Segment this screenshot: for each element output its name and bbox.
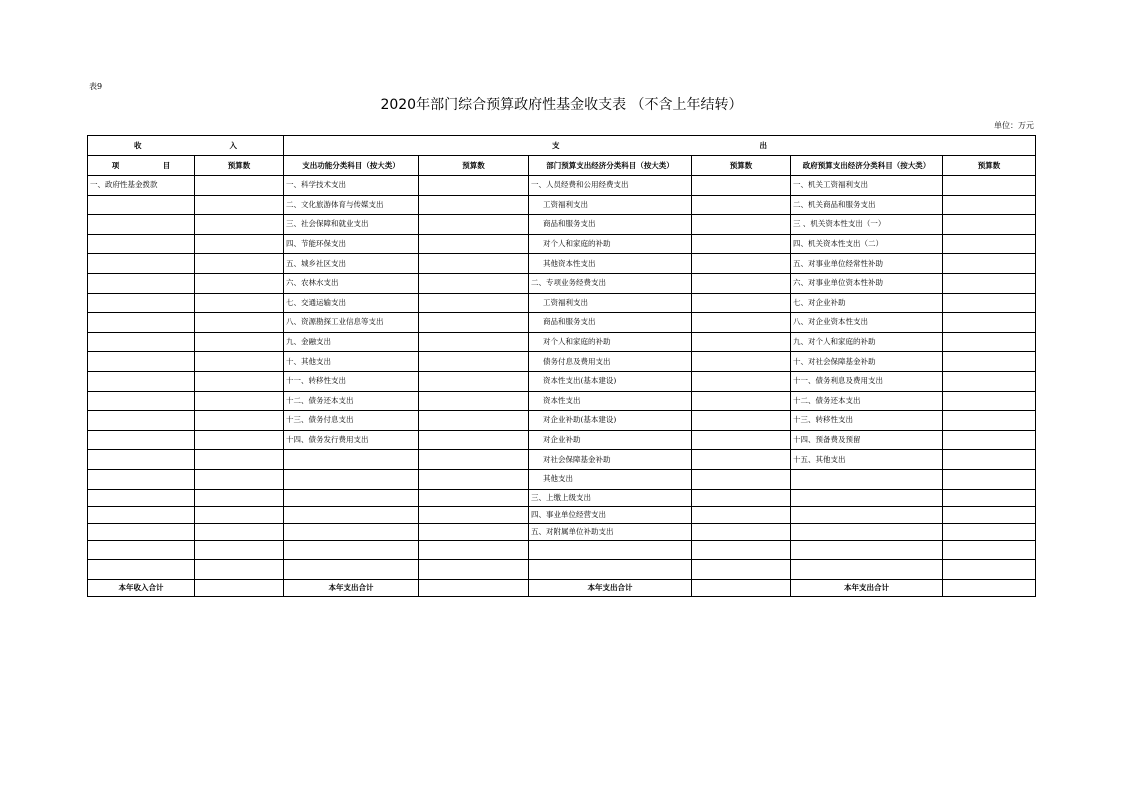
gov-econ-item-cell: 七、对企业补助 bbox=[791, 293, 943, 313]
gov-budget-cell bbox=[943, 215, 1036, 235]
func-budget-cell bbox=[419, 540, 529, 560]
dept-econ-item-cell: 资本性支出 bbox=[529, 391, 692, 411]
table-row bbox=[88, 293, 1036, 313]
dept-budget-cell bbox=[692, 195, 791, 215]
table-row bbox=[88, 313, 1036, 333]
gov-econ-item-cell bbox=[791, 523, 943, 540]
col-header-gov-budget: 预算数 bbox=[943, 156, 1036, 176]
func-item-cell: 九、金融支出 bbox=[284, 332, 419, 352]
income-item-cell bbox=[88, 506, 195, 523]
func-budget-cell bbox=[419, 234, 529, 254]
income-item-cell bbox=[88, 195, 195, 215]
table-row bbox=[88, 352, 1036, 372]
dept-budget-cell bbox=[692, 293, 791, 313]
gov-econ-item-cell: 一、机关工资福利支出 bbox=[791, 176, 943, 196]
func-budget-cell bbox=[419, 176, 529, 196]
gov-total-value bbox=[943, 579, 1036, 596]
table-row bbox=[88, 469, 1036, 489]
func-budget-cell bbox=[419, 430, 529, 450]
income-header-right: 入 bbox=[229, 140, 237, 150]
gov-econ-item-cell: 八、对企业资本性支出 bbox=[791, 313, 943, 333]
col-header-item bbox=[88, 156, 195, 176]
dept-econ-item-cell: 对个人和家庭的补助 bbox=[529, 332, 692, 352]
dept-total-label: 本年支出合计 bbox=[529, 579, 692, 596]
dept-budget-cell bbox=[692, 176, 791, 196]
income-item-cell bbox=[88, 313, 195, 333]
func-item-cell: 四、节能环保支出 bbox=[284, 234, 419, 254]
dept-econ-item-cell: 对企业补助 bbox=[529, 430, 692, 450]
gov-budget-cell bbox=[943, 430, 1036, 450]
dept-econ-item-cell: 资本性支出(基本建设) bbox=[529, 371, 692, 391]
col-header-func: 支出功能分类科目（按大类） bbox=[284, 156, 419, 176]
gov-budget-cell bbox=[943, 371, 1036, 391]
dept-budget-cell bbox=[692, 371, 791, 391]
func-budget-cell bbox=[419, 450, 529, 470]
income-budget-cell bbox=[195, 195, 284, 215]
dept-econ-item-cell: 工资福利支出 bbox=[529, 293, 692, 313]
func-item-cell bbox=[284, 489, 419, 506]
income-budget-cell bbox=[195, 411, 284, 431]
income-budget-cell bbox=[195, 540, 284, 560]
func-item-cell: 十一、转移性支出 bbox=[284, 371, 419, 391]
income-budget-cell bbox=[195, 371, 284, 391]
func-item-cell: 十、其他支出 bbox=[284, 352, 419, 372]
func-item-cell: 八、资源勘探工业信息等支出 bbox=[284, 313, 419, 333]
dept-econ-item-cell: 商品和服务支出 bbox=[529, 215, 692, 235]
page-title: 2020年部门综合预算政府性基金收支表 （不含上年结转） bbox=[380, 97, 743, 113]
income-budget-cell bbox=[195, 176, 284, 196]
gov-budget-cell bbox=[943, 411, 1036, 431]
table-row bbox=[88, 411, 1036, 431]
dept-econ-item-cell: 其他支出 bbox=[529, 469, 692, 489]
income-budget-cell bbox=[195, 450, 284, 470]
col-header-gov-econ: 政府预算支出经济分类科目（按大类） bbox=[791, 156, 943, 176]
income-item-cell bbox=[88, 489, 195, 506]
gov-budget-cell bbox=[943, 234, 1036, 254]
gov-budget-cell bbox=[943, 391, 1036, 411]
table-row bbox=[88, 391, 1036, 411]
income-budget-cell bbox=[195, 523, 284, 540]
gov-budget-cell bbox=[943, 293, 1036, 313]
dept-budget-cell bbox=[692, 391, 791, 411]
income-budget-cell bbox=[195, 430, 284, 450]
gov-budget-cell bbox=[943, 560, 1036, 580]
expense-header-left: 支 bbox=[552, 140, 560, 150]
income-budget-cell bbox=[195, 332, 284, 352]
func-total-label: 本年支出合计 bbox=[284, 579, 419, 596]
table-row bbox=[88, 540, 1036, 560]
income-item-cell bbox=[88, 540, 195, 560]
gov-budget-cell bbox=[943, 195, 1036, 215]
dept-econ-item-cell: 商品和服务支出 bbox=[529, 313, 692, 333]
func-budget-cell bbox=[419, 523, 529, 540]
gov-budget-cell bbox=[943, 506, 1036, 523]
dept-budget-cell bbox=[692, 560, 791, 580]
income-item-cell bbox=[88, 371, 195, 391]
gov-econ-item-cell: 十一、债务利息及费用支出 bbox=[791, 371, 943, 391]
func-item-cell: 十四、债务发行费用支出 bbox=[284, 430, 419, 450]
func-item-cell bbox=[284, 523, 419, 540]
col-header-dept-budget: 预算数 bbox=[692, 156, 791, 176]
func-budget-cell bbox=[419, 489, 529, 506]
income-budget-cell bbox=[195, 273, 284, 293]
func-item-cell: 二、文化旅游体育与传媒支出 bbox=[284, 195, 419, 215]
dept-econ-item-cell: 对社会保障基金补助 bbox=[529, 450, 692, 470]
income-budget-cell bbox=[195, 352, 284, 372]
func-budget-cell bbox=[419, 371, 529, 391]
income-total-value bbox=[195, 579, 284, 596]
income-item-cell bbox=[88, 391, 195, 411]
gov-econ-item-cell: 十三、转移性支出 bbox=[791, 411, 943, 431]
income-item-cell bbox=[88, 234, 195, 254]
table-row bbox=[88, 332, 1036, 352]
table-row bbox=[88, 489, 1036, 506]
col-header-income-budget: 预算数 bbox=[195, 156, 284, 176]
dept-budget-cell bbox=[692, 469, 791, 489]
income-item-cell: 一、政府性基金拨款 bbox=[88, 176, 195, 196]
expense-header-right: 出 bbox=[759, 140, 768, 150]
table-row bbox=[88, 560, 1036, 580]
income-budget-cell bbox=[195, 391, 284, 411]
gov-econ-item-cell: 二、机关商品和服务支出 bbox=[791, 195, 943, 215]
gov-budget-cell bbox=[943, 273, 1036, 293]
func-item-cell: 一、科学技术支出 bbox=[284, 176, 419, 196]
gov-econ-item-cell bbox=[791, 540, 943, 560]
func-item-cell bbox=[284, 506, 419, 523]
dept-budget-cell bbox=[692, 506, 791, 523]
income-item-cell bbox=[88, 293, 195, 313]
gov-econ-item-cell: 十四、预备费及预留 bbox=[791, 430, 943, 450]
func-item-cell: 六、农林水支出 bbox=[284, 273, 419, 293]
dept-econ-item-cell bbox=[529, 540, 692, 560]
income-item-cell bbox=[88, 430, 195, 450]
gov-budget-cell bbox=[943, 313, 1036, 333]
gov-budget-cell bbox=[943, 332, 1036, 352]
expense-section-header bbox=[284, 136, 1036, 156]
gov-budget-cell bbox=[943, 254, 1036, 274]
table-row bbox=[88, 254, 1036, 274]
dept-total-value bbox=[692, 579, 791, 596]
gov-econ-item-cell: 十二、债务还本支出 bbox=[791, 391, 943, 411]
table-row bbox=[88, 371, 1036, 391]
gov-budget-cell bbox=[943, 469, 1036, 489]
dept-econ-item-cell: 四、事业单位经营支出 bbox=[529, 506, 692, 523]
income-budget-cell bbox=[195, 215, 284, 235]
dept-budget-cell bbox=[692, 254, 791, 274]
dept-econ-item-cell: 对企业补助(基本建设) bbox=[529, 411, 692, 431]
income-item-cell bbox=[88, 450, 195, 470]
dept-budget-cell bbox=[692, 411, 791, 431]
func-budget-cell bbox=[419, 469, 529, 489]
dept-econ-item-cell: 二、专项业务经费支出 bbox=[529, 273, 692, 293]
table-row bbox=[88, 450, 1036, 470]
func-budget-cell bbox=[419, 560, 529, 580]
dept-budget-cell bbox=[692, 523, 791, 540]
dept-econ-item-cell: 工资福利支出 bbox=[529, 195, 692, 215]
col-header-dept-econ: 部门预算支出经济分类科目（按大类） bbox=[529, 156, 692, 176]
gov-budget-cell bbox=[943, 540, 1036, 560]
func-item-cell: 三、社会保障和就业支出 bbox=[284, 215, 419, 235]
gov-econ-item-cell: 十、对社会保障基金补助 bbox=[791, 352, 943, 372]
dept-budget-cell bbox=[692, 540, 791, 560]
dept-budget-cell bbox=[692, 273, 791, 293]
dept-econ-item-cell bbox=[529, 560, 692, 580]
income-budget-cell bbox=[195, 469, 284, 489]
func-item-cell: 十三、债务付息支出 bbox=[284, 411, 419, 431]
func-budget-cell bbox=[419, 195, 529, 215]
func-budget-cell bbox=[419, 293, 529, 313]
func-budget-cell bbox=[419, 506, 529, 523]
func-item-cell: 五、城乡社区支出 bbox=[284, 254, 419, 274]
func-budget-cell bbox=[419, 313, 529, 333]
dept-budget-cell bbox=[692, 489, 791, 506]
income-budget-cell bbox=[195, 254, 284, 274]
section-header-row bbox=[88, 136, 1036, 156]
gov-total-label: 本年支出合计 bbox=[791, 579, 943, 596]
gov-econ-item-cell bbox=[791, 489, 943, 506]
dept-budget-cell bbox=[692, 313, 791, 333]
col-item-right: 目 bbox=[162, 160, 171, 170]
table-row bbox=[88, 430, 1036, 450]
func-budget-cell bbox=[419, 411, 529, 431]
income-budget-cell bbox=[195, 489, 284, 506]
unit-label: 单位：万元 bbox=[994, 121, 1034, 130]
col-item-left: 项 bbox=[111, 160, 120, 170]
table-row bbox=[88, 506, 1036, 523]
gov-budget-cell bbox=[943, 352, 1036, 372]
budget-table bbox=[87, 135, 1036, 597]
dept-budget-cell bbox=[692, 215, 791, 235]
func-budget-cell bbox=[419, 254, 529, 274]
gov-econ-item-cell: 六、对事业单位资本性补助 bbox=[791, 273, 943, 293]
income-budget-cell bbox=[195, 293, 284, 313]
income-item-cell bbox=[88, 411, 195, 431]
col-header-func-budget: 预算数 bbox=[419, 156, 529, 176]
income-item-cell bbox=[88, 254, 195, 274]
dept-econ-item-cell: 对个人和家庭的补助 bbox=[529, 234, 692, 254]
dept-budget-cell bbox=[692, 332, 791, 352]
dept-econ-item-cell: 三、上缴上级支出 bbox=[529, 489, 692, 506]
func-item-cell bbox=[284, 450, 419, 470]
income-item-cell bbox=[88, 273, 195, 293]
func-item-cell: 七、交通运输支出 bbox=[284, 293, 419, 313]
func-budget-cell bbox=[419, 215, 529, 235]
func-item-cell bbox=[284, 469, 419, 489]
income-item-cell bbox=[88, 523, 195, 540]
gov-econ-item-cell: 十五、其他支出 bbox=[791, 450, 943, 470]
gov-budget-cell bbox=[943, 176, 1036, 196]
gov-econ-item-cell bbox=[791, 469, 943, 489]
func-total-value bbox=[419, 579, 529, 596]
gov-budget-cell bbox=[943, 523, 1036, 540]
gov-econ-item-cell: 四、机关资本性支出（二） bbox=[791, 234, 943, 254]
gov-econ-item-cell: 三 、机关资本性支出（一） bbox=[791, 215, 943, 235]
table-row bbox=[88, 215, 1036, 235]
gov-econ-item-cell: 五、对事业单位经常性补助 bbox=[791, 254, 943, 274]
gov-econ-item-cell: 九、对个人和家庭的补助 bbox=[791, 332, 943, 352]
income-item-cell bbox=[88, 332, 195, 352]
table-number-label: 表9 bbox=[89, 82, 103, 91]
func-item-cell bbox=[284, 560, 419, 580]
dept-econ-item-cell: 一、人员经费和公用经费支出 bbox=[529, 176, 692, 196]
income-budget-cell bbox=[195, 313, 284, 333]
func-budget-cell bbox=[419, 391, 529, 411]
dept-econ-item-cell: 其他资本性支出 bbox=[529, 254, 692, 274]
income-section-header bbox=[88, 136, 284, 156]
table-row bbox=[88, 234, 1036, 254]
gov-budget-cell bbox=[943, 489, 1036, 506]
income-header-left: 收 bbox=[134, 140, 142, 150]
dept-budget-cell bbox=[692, 234, 791, 254]
income-budget-cell bbox=[195, 506, 284, 523]
table-row bbox=[88, 195, 1036, 215]
gov-budget-cell bbox=[943, 450, 1036, 470]
gov-econ-item-cell bbox=[791, 560, 943, 580]
totals-row bbox=[88, 579, 1036, 596]
func-budget-cell bbox=[419, 352, 529, 372]
income-total-label: 本年收入合计 bbox=[88, 579, 195, 596]
gov-econ-item-cell bbox=[791, 506, 943, 523]
income-budget-cell bbox=[195, 234, 284, 254]
income-item-cell bbox=[88, 560, 195, 580]
dept-econ-item-cell: 五、对附属单位补助支出 bbox=[529, 523, 692, 540]
income-budget-cell bbox=[195, 560, 284, 580]
dept-budget-cell bbox=[692, 352, 791, 372]
income-item-cell bbox=[88, 352, 195, 372]
income-item-cell bbox=[88, 469, 195, 489]
column-header-row bbox=[88, 156, 1036, 176]
func-item-cell: 十二、债务还本支出 bbox=[284, 391, 419, 411]
table-row bbox=[88, 523, 1036, 540]
table-row bbox=[88, 273, 1036, 293]
func-budget-cell bbox=[419, 273, 529, 293]
func-item-cell bbox=[284, 540, 419, 560]
func-budget-cell bbox=[419, 332, 529, 352]
income-item-cell bbox=[88, 215, 195, 235]
dept-budget-cell bbox=[692, 450, 791, 470]
dept-budget-cell bbox=[692, 430, 791, 450]
dept-econ-item-cell: 债务付息及费用支出 bbox=[529, 352, 692, 372]
table-row bbox=[88, 176, 1036, 196]
